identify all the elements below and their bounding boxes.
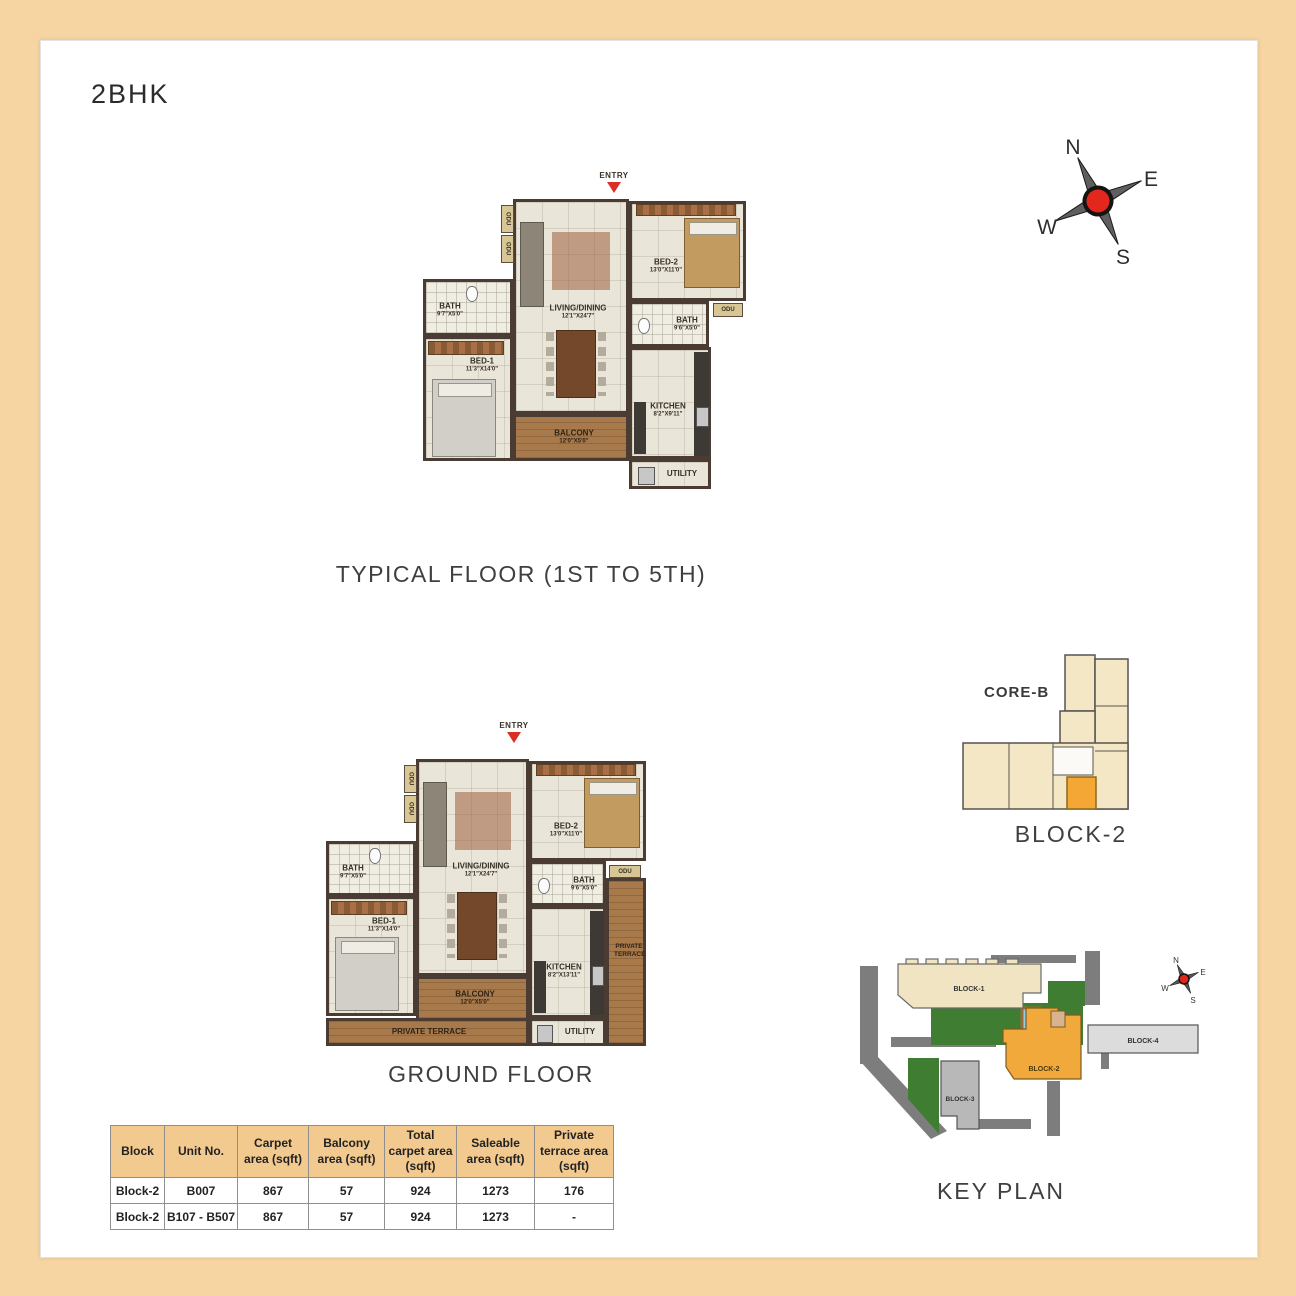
- toilet-icon: [466, 286, 478, 302]
- typical-floor-plan: [401, 171, 761, 501]
- wardrobe-icon: [331, 901, 407, 915]
- room-balcony: [513, 414, 629, 461]
- chairs-icon: [447, 894, 455, 958]
- room-bath2: [629, 301, 709, 347]
- room-label: BATH 9'6"X5'0": [571, 875, 597, 892]
- compass-star: [1034, 137, 1162, 265]
- room-label: BATH 9'7"X5'0": [340, 863, 366, 880]
- room-bed1: [326, 896, 416, 1016]
- room-label: KITCHEN 8'2"X13'11": [546, 962, 582, 979]
- cell-unit: B007: [165, 1178, 238, 1204]
- area-table: [110, 1125, 614, 1230]
- room-label: UTILITY: [666, 469, 698, 478]
- entry-label: ENTRY: [599, 171, 629, 180]
- svg-text:N: N: [1173, 956, 1179, 965]
- col-header-carpet: Carpet area (sqft): [238, 1126, 309, 1178]
- key-plan-block1: [898, 959, 1041, 1008]
- stove-icon: [696, 407, 709, 427]
- compass-e-label: E: [1143, 168, 1159, 191]
- entry-arrow-icon: [507, 732, 521, 743]
- toilet-icon: [638, 318, 650, 334]
- key-plan-caption: KEY PLAN: [936, 1178, 1066, 1204]
- room-living-dining: [416, 759, 529, 976]
- room-bed2: [529, 761, 646, 861]
- cell-total-carpet: 924: [385, 1178, 457, 1204]
- entry-marker: [591, 171, 637, 193]
- core-label: CORE-B: [984, 684, 1050, 701]
- wardrobe-icon: [428, 341, 504, 355]
- rug-icon: [455, 792, 511, 850]
- svg-text:BLOCK-4: BLOCK-4: [1127, 1038, 1159, 1045]
- cell-private-terrace: 176: [535, 1178, 614, 1204]
- ground-plan-caption: GROUND FLOOR: [388, 1061, 594, 1087]
- table-header-row: [111, 1126, 614, 1178]
- room-utility: [629, 459, 711, 489]
- col-header-private-terrace: Private terrace area (sqft): [535, 1126, 614, 1178]
- chairs-icon: [598, 332, 606, 396]
- svg-text:E: E: [1200, 968, 1206, 977]
- core-area: [1053, 747, 1093, 775]
- svg-text:W: W: [1161, 984, 1169, 993]
- dining-table-icon: [556, 330, 596, 398]
- room-label: KITCHEN 8'2"X9'11": [650, 401, 686, 418]
- sofa-icon: [520, 222, 544, 307]
- room-label: BED-2 13'0"X11'0": [549, 821, 583, 838]
- highlighted-unit: [1067, 777, 1096, 809]
- col-header-saleable: Saleable area (sqft): [457, 1126, 535, 1178]
- table-row: [111, 1178, 614, 1204]
- cell-carpet: 867: [238, 1204, 309, 1230]
- svg-text:S: S: [1190, 996, 1196, 1005]
- cell-unit: B107 - B507: [165, 1204, 238, 1230]
- cell-saleable: 1273: [457, 1204, 535, 1230]
- kitchen-counter-icon: [694, 352, 709, 456]
- entry-marker: [491, 721, 537, 743]
- table-row: [111, 1204, 614, 1230]
- chairs-icon: [546, 332, 554, 396]
- cell-block: Block-2: [111, 1204, 165, 1230]
- room-label: BALCONY 12'0"X5'0": [554, 428, 594, 445]
- bed-icon: [432, 379, 496, 457]
- odu-unit: ODU: [501, 205, 514, 233]
- dining-table-icon: [457, 892, 497, 960]
- odu-unit: ODU: [609, 865, 641, 878]
- room-bed1: [423, 336, 513, 461]
- kitchen-counter-icon: [634, 402, 646, 454]
- rug-icon: [552, 232, 610, 290]
- block2-caption: BLOCK-2: [1014, 821, 1128, 847]
- mini-compass-icon: [1161, 956, 1205, 1005]
- bed-icon: [684, 218, 740, 288]
- brochure-sheet: [40, 40, 1258, 1258]
- col-header-total-carpet: Total carpet area (sqft): [385, 1126, 457, 1178]
- compass-s-label: S: [1115, 246, 1131, 269]
- compass-w-label: W: [1037, 216, 1057, 239]
- cell-saleable: 1273: [457, 1178, 535, 1204]
- room-private-terrace-right: [606, 878, 646, 1046]
- key-plan-block3: [941, 1061, 979, 1129]
- svg-text:BLOCK-1: BLOCK-1: [953, 986, 985, 993]
- odu-unit: ODU: [404, 765, 417, 793]
- room-label: BED-1 11'3"X14'0": [465, 356, 499, 373]
- col-header-block: Block: [111, 1126, 165, 1178]
- toilet-icon: [369, 848, 381, 864]
- room-bed2: [629, 201, 746, 301]
- room-label: UTILITY: [564, 1027, 596, 1036]
- bed-icon: [335, 937, 399, 1011]
- odu-unit: ODU: [404, 795, 417, 823]
- stove-icon: [592, 966, 604, 986]
- room-label: PRIVATE TERRACE: [614, 942, 646, 958]
- compass-icon: [1011, 126, 1181, 286]
- room-balcony: [416, 976, 529, 1021]
- room-label: BED-1 11'3"X14'0": [367, 916, 401, 933]
- room-bath1: [423, 279, 513, 336]
- cell-carpet: 867: [238, 1178, 309, 1204]
- room-utility: [529, 1018, 606, 1046]
- kitchen-counter-icon: [534, 961, 546, 1013]
- entry-label: ENTRY: [499, 721, 529, 730]
- room-label: BED-2 13'0"X11'0": [649, 257, 683, 274]
- key-plan-block4: [1088, 1025, 1198, 1053]
- cell-balcony: 57: [309, 1178, 385, 1204]
- cell-total-carpet: 924: [385, 1204, 457, 1230]
- svg-text:BLOCK-2: BLOCK-2: [1028, 1066, 1060, 1073]
- page-title: 2BHK: [91, 79, 170, 109]
- compass-n-label: N: [1065, 136, 1081, 159]
- odu-unit: ODU: [713, 303, 743, 317]
- sofa-icon: [423, 782, 447, 867]
- chairs-icon: [499, 894, 507, 958]
- wardrobe-icon: [636, 204, 736, 216]
- cell-private-terrace: -: [535, 1204, 614, 1230]
- room-bath2: [529, 861, 606, 906]
- typical-plan-caption: TYPICAL FLOOR (1ST TO 5TH): [335, 561, 707, 587]
- cell-balcony: 57: [309, 1204, 385, 1230]
- room-kitchen: [529, 906, 606, 1018]
- room-label: LIVING/DINING 12'1"X24'7": [549, 303, 607, 320]
- room-kitchen: [629, 347, 711, 459]
- room-private-terrace-bottom: [326, 1018, 529, 1046]
- washer-icon: [537, 1025, 553, 1043]
- room-label: LIVING/DINING 12'1"X24'7": [452, 861, 510, 878]
- toilet-icon: [538, 878, 550, 894]
- wardrobe-icon: [536, 764, 636, 776]
- room-living-dining: [513, 199, 629, 414]
- room-label: BATH 9'7"X5'0": [437, 301, 463, 318]
- room-label: BATH 9'6"X5'0": [674, 315, 700, 332]
- ground-floor-plan: [301, 721, 681, 1061]
- col-header-balcony: Balcony area (sqft): [309, 1126, 385, 1178]
- cell-block: Block-2: [111, 1178, 165, 1204]
- kitchen-counter-icon: [590, 911, 604, 1015]
- room-label: BALCONY 12'0"X5'0": [455, 989, 495, 1006]
- svg-text:BLOCK-3: BLOCK-3: [945, 1096, 975, 1103]
- odu-unit: ODU: [501, 235, 514, 263]
- room-label: PRIVATE TERRACE: [391, 1027, 467, 1036]
- entry-arrow-icon: [607, 182, 621, 193]
- bed-icon: [584, 778, 640, 848]
- col-header-unit: Unit No.: [165, 1126, 238, 1178]
- room-bath1: [326, 841, 416, 896]
- washer-icon: [638, 467, 655, 485]
